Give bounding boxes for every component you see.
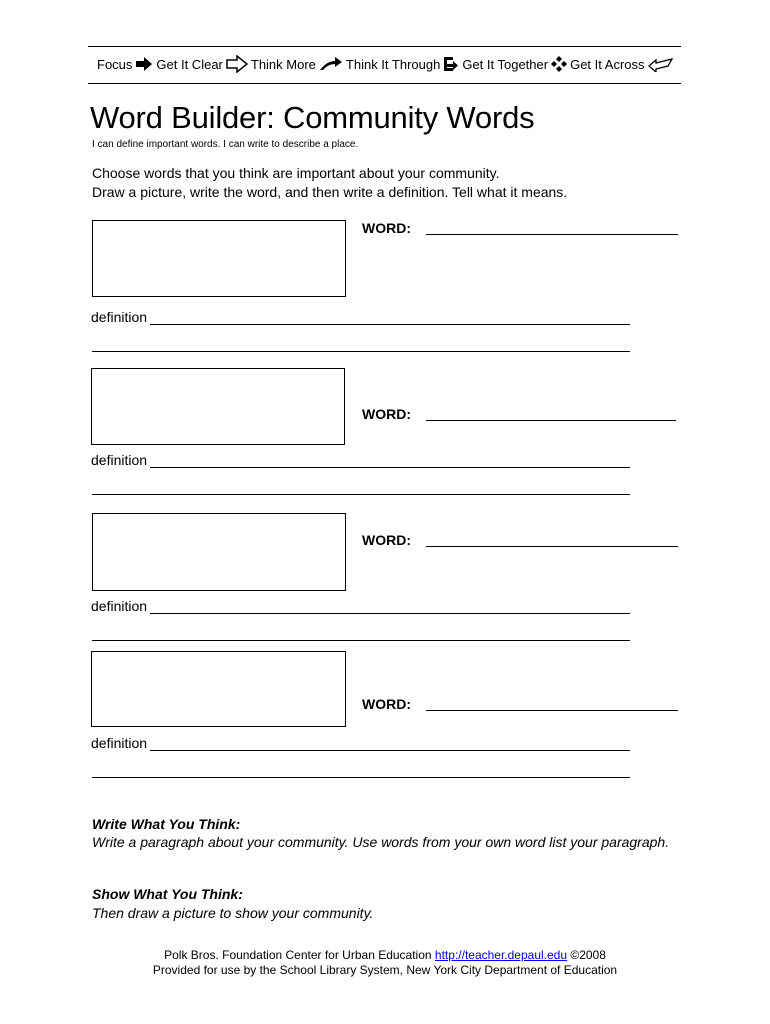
definition-label-2: definition: [91, 452, 148, 468]
word-answer-line-1[interactable]: [426, 234, 678, 235]
arrow-back-outline-icon: [648, 56, 674, 72]
definition-line-3a[interactable]: [150, 613, 630, 614]
arrow-up-right-curved-icon: [319, 57, 343, 71]
definition-line-2a[interactable]: [150, 467, 630, 468]
word-answer-line-2[interactable]: [426, 420, 676, 421]
definition-label-4: definition: [91, 735, 148, 751]
write-section-heading: Write What You Think:: [92, 816, 241, 832]
nav-step-get-it-together: Get It Together: [462, 56, 549, 72]
definition-line-1b[interactable]: [92, 351, 630, 352]
definition-label-1: definition: [91, 309, 148, 325]
show-section-heading: Show What You Think:: [92, 886, 243, 902]
definition-line-1a[interactable]: [150, 324, 630, 325]
footer-link[interactable]: http://teacher.depaul.edu: [434, 948, 568, 962]
picture-box-2[interactable]: [91, 368, 345, 445]
show-section-body: Then draw a picture to show your community.: [92, 905, 374, 921]
word-answer-line-3[interactable]: [426, 546, 678, 547]
word-label-2: WORD:: [362, 406, 411, 422]
process-steps: [97, 55, 677, 73]
definition-line-2b[interactable]: [92, 494, 630, 495]
nav-step-get-it-clear: Get It Clear: [156, 56, 223, 72]
footer-copyright: ©2008: [567, 948, 606, 962]
footer-credit-prefix: Polk Bros. Foundation Center for Urban Education: [164, 948, 435, 962]
word-label-3: WORD:: [362, 532, 411, 548]
definition-line-4b[interactable]: [92, 777, 630, 778]
write-section-body: Write a paragraph about your community. Use words from your own word list your paragraph.: [92, 834, 670, 850]
word-label-4: WORD:: [362, 696, 411, 712]
four-diamond-icon: [551, 56, 567, 72]
learning-goals: I can define important words. I can write to describe a place.: [92, 139, 359, 150]
process-nav-bar: [88, 46, 681, 84]
page-title: Word Builder: Community Words: [90, 100, 535, 135]
footer-credit-line: [85, 948, 685, 962]
nav-step-think-it-through: Think It Through: [345, 56, 441, 72]
definition-line-3b[interactable]: [92, 640, 630, 641]
nav-step-think-more: Think More: [250, 56, 316, 72]
definition-label-3: definition: [91, 598, 148, 614]
instructions: [92, 164, 567, 202]
arrow-right-outline-icon: [226, 55, 248, 73]
word-label-1: WORD:: [362, 220, 411, 236]
arrow-right-filled-icon: [135, 57, 153, 71]
nav-step-get-it-across: Get It Across: [570, 56, 645, 72]
definition-line-4a[interactable]: [150, 750, 630, 751]
instructions-line-1: Choose words that you think are important about your community.: [92, 165, 500, 181]
arrow-turn-right-icon: [443, 56, 459, 72]
footer-provided-line: Provided for use by the School Library System, New York City Department of Education: [152, 963, 618, 977]
instructions-line-2: Draw a picture, write the word, and then write a definition. Tell what it means.: [92, 184, 568, 200]
picture-box-4[interactable]: [91, 651, 346, 727]
nav-step-focus: Focus: [97, 56, 133, 72]
word-answer-line-4[interactable]: [426, 710, 678, 711]
picture-box-1[interactable]: [92, 220, 346, 297]
picture-box-3[interactable]: [92, 513, 346, 591]
